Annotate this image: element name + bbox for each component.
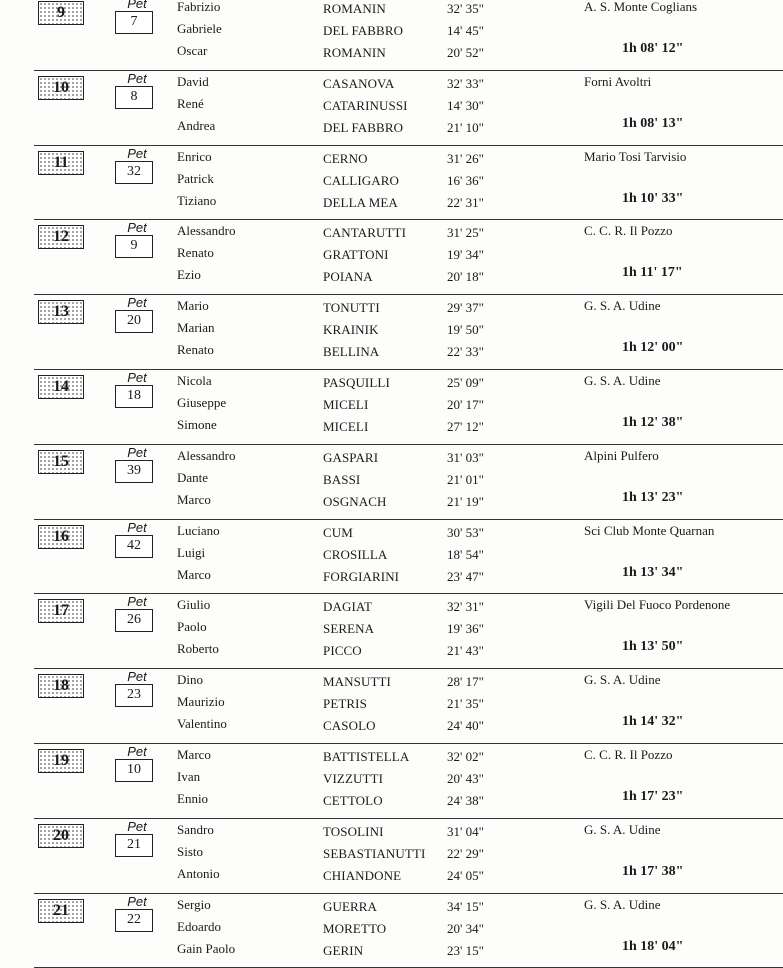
bib-number: 20 bbox=[115, 310, 153, 333]
total-time: 1h 11' 17" bbox=[622, 265, 683, 281]
member-time: 31' 04" bbox=[447, 823, 484, 839]
member-time: 30' 53" bbox=[447, 524, 484, 540]
member-time: 21' 10" bbox=[447, 119, 484, 135]
bib-number: 10 bbox=[115, 759, 153, 782]
member-first-name: Marco bbox=[177, 747, 211, 762]
member-first-name: Roberto bbox=[177, 641, 219, 657]
member-time: 25' 09" bbox=[447, 375, 484, 390]
member-first-name: Ivan bbox=[177, 769, 201, 784]
member-first-name: Sisto bbox=[177, 843, 204, 859]
team-entry bbox=[0, 295, 783, 370]
bib-number: 7 bbox=[115, 11, 153, 34]
member-first-name: Mario bbox=[177, 298, 209, 314]
member-time: 16' 36" bbox=[447, 172, 484, 188]
bib-number: 8 bbox=[115, 86, 153, 109]
member-time: 29' 37" bbox=[447, 300, 484, 316]
member-first-name: Marco bbox=[177, 566, 211, 582]
bib-number: 22 bbox=[115, 909, 153, 932]
member-time: 27' 12" bbox=[447, 419, 484, 434]
member-first-name: Andrea bbox=[177, 117, 216, 133]
member-last-name: BASSI bbox=[323, 471, 361, 487]
category-label: Pet bbox=[127, 669, 147, 685]
team-entry bbox=[0, 819, 783, 894]
member-first-name: Gain Paolo bbox=[177, 940, 236, 956]
team-entry bbox=[0, 894, 783, 968]
member-first-name: Ezio bbox=[177, 267, 201, 283]
member-first-name: Giuseppe bbox=[177, 395, 227, 410]
team-entry bbox=[0, 669, 783, 744]
member-time: 18' 54" bbox=[447, 546, 484, 562]
rank-box: 20 bbox=[38, 824, 84, 848]
member-time: 31' 25" bbox=[447, 225, 484, 241]
member-time: 24' 38" bbox=[447, 793, 484, 808]
total-time: 1h 12' 38" bbox=[622, 415, 684, 430]
member-first-name: Luciano bbox=[177, 522, 220, 538]
member-first-name: Valentino bbox=[177, 716, 227, 732]
club-name: Sci Club Monte Quarnan bbox=[584, 522, 715, 538]
member-last-name: MORETTO bbox=[323, 920, 387, 936]
club-name: Vigili Del Fuoco Pordenone bbox=[584, 597, 731, 613]
club-name: C. C. R. Il Pozzo bbox=[584, 747, 673, 762]
member-first-name: Tiziano bbox=[177, 192, 217, 208]
total-time: 1h 17' 38" bbox=[622, 863, 684, 879]
member-last-name: CROSILLA bbox=[323, 546, 388, 562]
total-time: 1h 18' 04" bbox=[622, 938, 684, 954]
category-label: Pet bbox=[127, 818, 147, 834]
category-label: Pet bbox=[127, 220, 147, 236]
club-name: G. S. A. Udine bbox=[584, 672, 661, 688]
bib-number: 26 bbox=[115, 609, 153, 632]
member-time: 28' 17" bbox=[447, 674, 484, 690]
member-time: 21' 35" bbox=[447, 696, 484, 712]
club-name: Forni Avoltri bbox=[584, 73, 652, 89]
member-last-name: DAGIAT bbox=[323, 599, 372, 615]
category-label: Pet bbox=[127, 145, 147, 161]
member-first-name: Luigi bbox=[177, 544, 206, 560]
member-last-name: TOSOLINI bbox=[323, 823, 384, 839]
member-time: 20' 17" bbox=[447, 397, 484, 412]
team-entry bbox=[0, 520, 783, 595]
member-time: 24' 40" bbox=[447, 718, 484, 734]
total-time: 1h 12' 00" bbox=[622, 340, 684, 356]
member-time: 19' 36" bbox=[447, 621, 484, 637]
member-time: 23' 15" bbox=[447, 942, 484, 958]
member-time: 20' 43" bbox=[447, 771, 484, 786]
category-label: Pet bbox=[127, 70, 147, 86]
team-entry bbox=[0, 744, 783, 819]
rank-box: 18 bbox=[38, 674, 84, 698]
member-time: 32' 31" bbox=[447, 599, 484, 615]
member-time: 14' 30" bbox=[447, 97, 484, 113]
member-last-name: CERNO bbox=[323, 150, 368, 166]
member-last-name: CUM bbox=[323, 524, 353, 540]
member-last-name: PICCO bbox=[323, 643, 362, 659]
member-time: 21' 43" bbox=[447, 643, 484, 659]
member-last-name: MICELI bbox=[323, 419, 369, 434]
team-entry bbox=[0, 146, 783, 221]
member-time: 22' 33" bbox=[447, 344, 484, 360]
member-last-name: FORGIARINI bbox=[323, 568, 400, 584]
member-time: 20' 18" bbox=[447, 269, 484, 285]
category-label: Pet bbox=[127, 893, 147, 909]
member-time: 20' 34" bbox=[447, 920, 484, 936]
member-last-name: CASANOVA bbox=[323, 75, 395, 91]
team-entry bbox=[0, 71, 783, 146]
total-time: 1h 13' 34" bbox=[622, 564, 684, 580]
member-time: 22' 29" bbox=[447, 845, 484, 861]
category-label: Pet bbox=[127, 444, 147, 460]
rank-box: 15 bbox=[38, 450, 84, 474]
member-time: 23' 47" bbox=[447, 568, 484, 584]
category-label: Pet bbox=[127, 0, 147, 11]
club-name: G. S. A. Udine bbox=[584, 821, 661, 837]
member-first-name: Edoardo bbox=[177, 918, 222, 934]
member-time: 20' 52" bbox=[447, 45, 484, 60]
member-first-name: Paolo bbox=[177, 619, 207, 635]
member-time: 14' 45" bbox=[447, 23, 484, 38]
member-time: 21' 01" bbox=[447, 471, 484, 487]
rank-box: 16 bbox=[38, 525, 84, 549]
member-last-name: CHIANDONE bbox=[323, 867, 402, 883]
total-time: 1h 13' 50" bbox=[622, 639, 684, 655]
member-last-name: CETTOLO bbox=[323, 793, 383, 808]
rank-box: 17 bbox=[38, 599, 84, 623]
member-time: 32' 35" bbox=[447, 1, 484, 16]
bib-number: 18 bbox=[115, 385, 153, 408]
member-first-name: Maurizio bbox=[177, 694, 225, 710]
member-last-name: ROMANIN bbox=[323, 45, 386, 60]
category-label: Pet bbox=[127, 594, 147, 610]
member-first-name: David bbox=[177, 73, 209, 89]
member-last-name: VIZZUTTI bbox=[323, 771, 383, 786]
member-last-name: GASPARI bbox=[323, 449, 379, 465]
club-name: C. C. R. Il Pozzo bbox=[584, 223, 673, 239]
club-name: G. S. A. Udine bbox=[584, 896, 661, 912]
member-last-name: TONUTTI bbox=[323, 300, 380, 316]
member-last-name: POIANA bbox=[323, 269, 373, 285]
member-last-name: CALLIGARO bbox=[323, 172, 400, 188]
rank-box: 19 bbox=[38, 749, 84, 773]
member-first-name: Marian bbox=[177, 320, 215, 336]
member-last-name: DEL FABBRO bbox=[323, 23, 404, 38]
member-first-name: Ennio bbox=[177, 791, 209, 806]
member-first-name: Patrick bbox=[177, 170, 214, 186]
rank-box: 11 bbox=[38, 151, 84, 175]
member-last-name: KRAINIK bbox=[323, 322, 379, 338]
member-first-name: Giulio bbox=[177, 597, 211, 613]
rank-box: 12 bbox=[38, 225, 84, 249]
bib-number: 32 bbox=[115, 161, 153, 184]
member-first-name: Antonio bbox=[177, 865, 220, 881]
total-time: 1h 17' 23" bbox=[622, 789, 684, 804]
member-last-name: BELLINA bbox=[323, 344, 380, 360]
team-entry bbox=[0, 370, 783, 445]
member-time: 32' 02" bbox=[447, 749, 484, 764]
member-last-name: CANTARUTTI bbox=[323, 225, 407, 241]
bib-number: 21 bbox=[115, 834, 153, 857]
member-time: 31' 26" bbox=[447, 150, 484, 166]
member-first-name: Alessandro bbox=[177, 223, 236, 239]
member-first-name: Sergio bbox=[177, 896, 211, 912]
bib-number: 23 bbox=[115, 684, 153, 707]
total-time: 1h 10' 33" bbox=[622, 190, 684, 206]
rank-box: 21 bbox=[38, 899, 84, 923]
bib-number: 42 bbox=[115, 535, 153, 558]
club-name: Alpini Pulfero bbox=[584, 447, 659, 463]
team-entry bbox=[0, 0, 783, 71]
member-time: 34' 15" bbox=[447, 898, 484, 914]
member-first-name: Renato bbox=[177, 342, 214, 358]
member-first-name: Marco bbox=[177, 491, 211, 507]
member-last-name: ROMANIN bbox=[323, 1, 386, 16]
member-first-name: Enrico bbox=[177, 148, 212, 164]
club-name: G. S. A. Udine bbox=[584, 298, 661, 314]
member-time: 24' 05" bbox=[447, 867, 484, 883]
member-first-name: Renato bbox=[177, 245, 214, 261]
team-entry bbox=[0, 220, 783, 295]
member-last-name: GERIN bbox=[323, 942, 364, 958]
member-last-name: DEL FABBRO bbox=[323, 119, 404, 135]
category-label: Pet bbox=[127, 519, 147, 535]
member-last-name: BATTISTELLA bbox=[323, 749, 410, 764]
rank-box: 13 bbox=[38, 300, 84, 324]
bib-number: 9 bbox=[115, 235, 153, 258]
total-time: 1h 14' 32" bbox=[622, 714, 684, 730]
club-name: Mario Tosi Tarvisio bbox=[584, 148, 687, 164]
bib-number: 39 bbox=[115, 460, 153, 483]
club-name: A. S. Monte Coglians bbox=[584, 0, 698, 14]
member-last-name: SEBASTIANUTTI bbox=[323, 845, 426, 861]
member-time: 21' 19" bbox=[447, 493, 484, 509]
team-entry bbox=[0, 445, 783, 520]
member-last-name: PASQUILLI bbox=[323, 375, 390, 390]
member-time: 31' 03" bbox=[447, 449, 484, 465]
member-last-name: CASOLO bbox=[323, 718, 376, 734]
member-time: 22' 31" bbox=[447, 194, 484, 210]
member-last-name: GUERRA bbox=[323, 898, 378, 914]
club-name: G. S. A. Udine bbox=[584, 373, 661, 388]
category-label: Pet bbox=[127, 295, 147, 311]
member-time: 19' 50" bbox=[447, 322, 484, 338]
member-last-name: MANSUTTI bbox=[323, 674, 391, 690]
member-first-name: Dino bbox=[177, 672, 203, 688]
member-first-name: Sandro bbox=[177, 821, 214, 837]
member-first-name: Fabrizio bbox=[177, 0, 221, 14]
member-first-name: René bbox=[177, 95, 204, 111]
category-label: Pet bbox=[127, 370, 147, 385]
member-first-name: Nicola bbox=[177, 373, 212, 388]
total-time: 1h 13' 23" bbox=[622, 489, 684, 505]
total-time: 1h 08' 13" bbox=[622, 115, 684, 131]
team-entry bbox=[0, 594, 783, 669]
member-last-name: GRATTONI bbox=[323, 247, 389, 263]
member-time: 19' 34" bbox=[447, 247, 484, 263]
member-first-name: Alessandro bbox=[177, 447, 236, 463]
member-last-name: SERENA bbox=[323, 621, 375, 637]
rank-box: 14 bbox=[38, 375, 84, 399]
member-first-name: Dante bbox=[177, 469, 209, 485]
member-first-name: Simone bbox=[177, 417, 217, 432]
member-last-name: PETRIS bbox=[323, 696, 367, 712]
member-first-name: Gabriele bbox=[177, 21, 222, 36]
member-last-name: DELLA MEA bbox=[323, 194, 398, 210]
member-time: 32' 33" bbox=[447, 75, 484, 91]
rank-box: 9 bbox=[38, 1, 84, 25]
total-time: 1h 08' 12" bbox=[622, 41, 684, 56]
member-last-name: CATARINUSSI bbox=[323, 97, 408, 113]
category-label: Pet bbox=[127, 744, 147, 759]
member-last-name: MICELI bbox=[323, 397, 369, 412]
member-first-name: Oscar bbox=[177, 43, 208, 58]
rank-box: 10 bbox=[38, 76, 84, 100]
member-last-name: OSGNACH bbox=[323, 493, 387, 509]
